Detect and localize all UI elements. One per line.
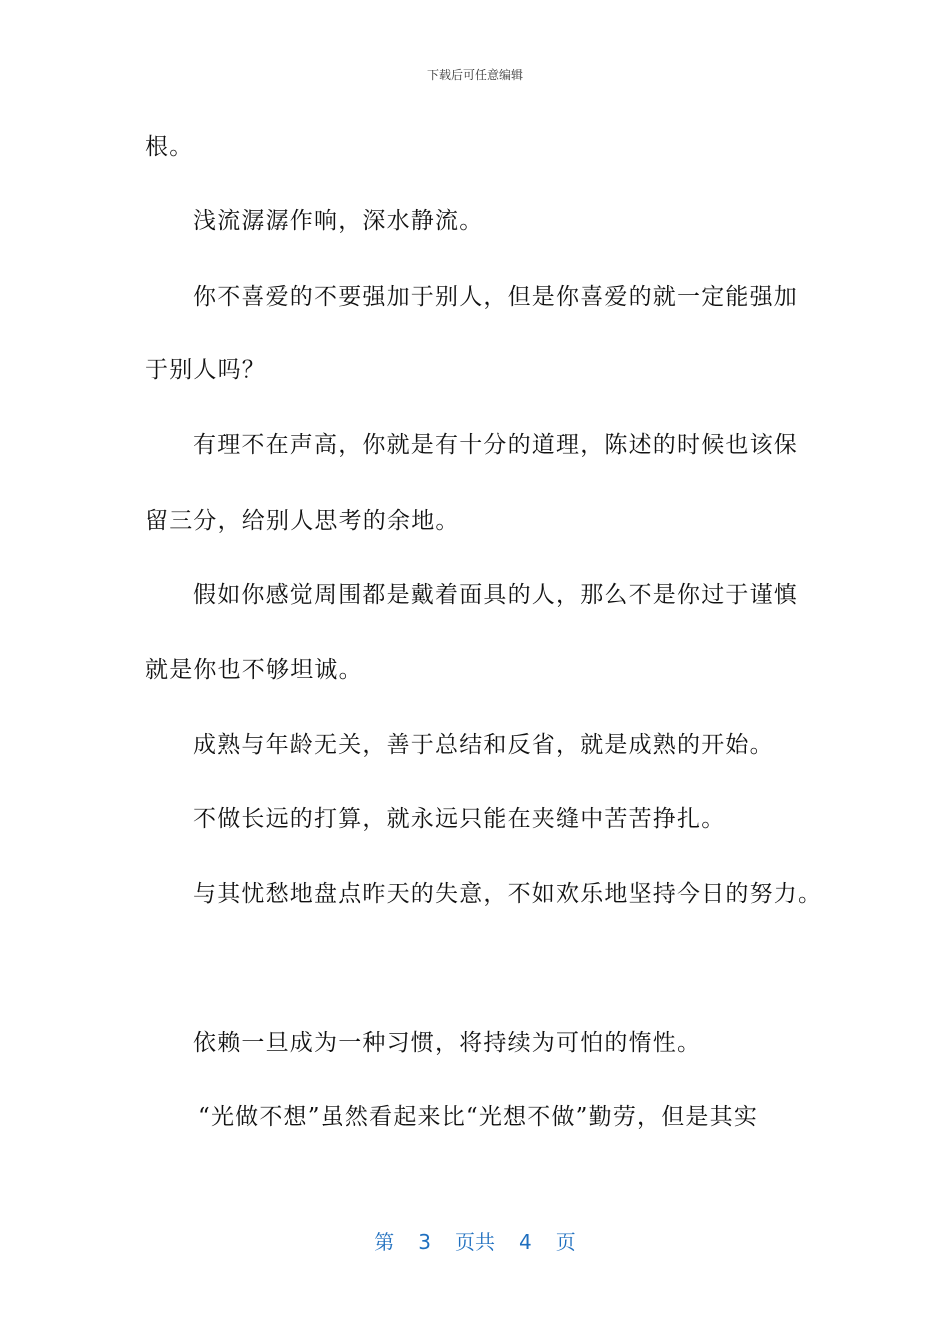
current-page-number: 3 — [418, 1230, 431, 1254]
text-line: 根。 — [145, 134, 194, 160]
text-line: 成熟与年龄无关，善于总结和反省，就是成熟的开始。 — [193, 732, 774, 758]
footer-middle: 页共 — [455, 1230, 495, 1254]
footer-suffix: 页 — [555, 1230, 576, 1254]
header-note: 下载后可任意编辑 — [426, 68, 523, 82]
total-pages-number: 4 — [519, 1230, 532, 1254]
text-line: 留三分，给别人思考的余地。 — [145, 508, 460, 534]
text-line: 假如你感觉周围都是戴着面具的人，那么不是你过于谨慎 — [193, 582, 798, 608]
text-line: 不做长远的打算，就永远只能在夹缝中苦苦挣扎。 — [193, 806, 726, 832]
text-line: 依赖一旦成为一种习惯，将持续为可怕的惰性。 — [193, 1030, 702, 1056]
footer-prefix: 第 — [374, 1230, 395, 1254]
text-line: 就是你也不够坦诚。 — [145, 657, 363, 683]
text-line: 浅流潺潺作响，深水静流。 — [193, 208, 484, 234]
text-line: “光做不想”虽然看起来比“光想不做”勤劳，但是其实 — [198, 1104, 759, 1130]
text-line: 与其忧愁地盘点昨天的失意，不如欢乐地坚持今日的努力。 — [193, 881, 823, 907]
text-line: 你不喜爱的不要强加于别人，但是你喜爱的就一定能强加 — [193, 284, 798, 310]
text-line: 于别人吗？ — [145, 357, 266, 383]
page-footer — [0, 1226, 950, 1255]
text-line: 有理不在声高，你就是有十分的道理，陈述的时候也该保 — [193, 432, 798, 458]
